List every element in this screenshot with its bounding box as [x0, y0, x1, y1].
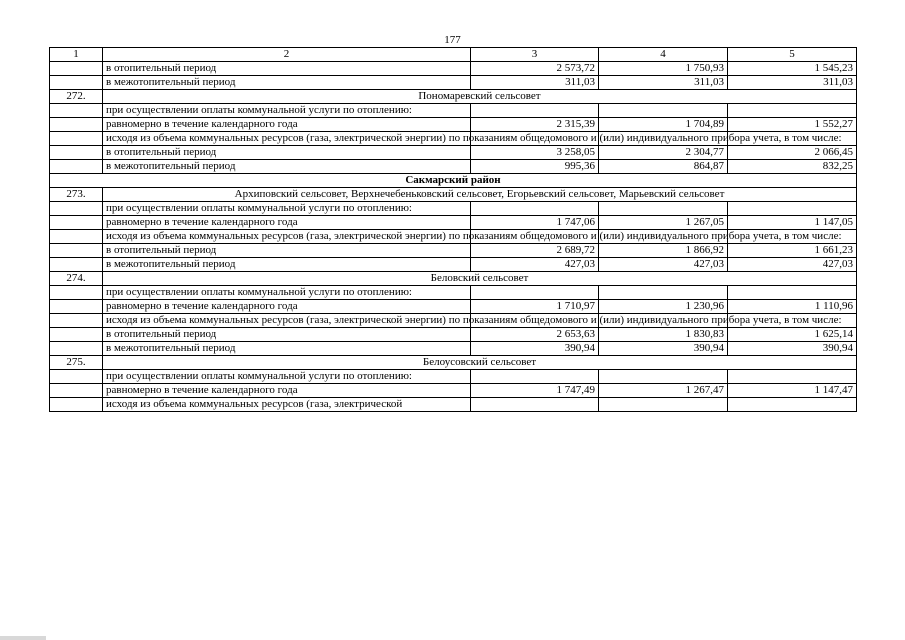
table-row-description: [50, 104, 857, 118]
row-label: исходя из объема коммунальных ресурсов (газа, электрической: [103, 398, 471, 412]
row-number-cell: [50, 328, 103, 342]
page-number: 177: [444, 34, 461, 46]
row-number-cell: [50, 62, 103, 76]
value-col5: [728, 398, 857, 412]
value-col5: 390,94: [728, 342, 857, 356]
table-row-description: [50, 370, 857, 384]
row-number-cell: [50, 286, 103, 300]
row-label: в межотопительный период: [103, 342, 471, 356]
row-label: при осуществлении оплаты коммунальной услуги по отоплению:: [103, 202, 471, 216]
row-number: 275.: [50, 356, 103, 370]
table-row: [50, 76, 857, 90]
row-number-cell: [50, 132, 103, 146]
table-row-description: [50, 132, 857, 146]
row-label: при осуществлении оплаты коммунальной услуги по отоплению:: [103, 370, 471, 384]
value-col3: 1 747,06: [471, 216, 599, 230]
value-col5: 1 110,96: [728, 300, 857, 314]
table-row: [50, 216, 857, 230]
row-number: 274.: [50, 272, 103, 286]
value-col4: 390,94: [599, 342, 728, 356]
row-label: исходя из объема коммунальных ресурсов (газа, электрической энергии) по показаниям общедомового и (или) индивидуального прибора учета, в том числе:: [103, 132, 471, 146]
value-col3: 1 710,97: [471, 300, 599, 314]
value-col4: 1 267,47: [599, 384, 728, 398]
row-label: при осуществлении оплаты коммунальной услуги по отоплению:: [103, 286, 471, 300]
col-header: 4: [599, 48, 728, 62]
value-col4: 2 304,77: [599, 146, 728, 160]
value-col3: 311,03: [471, 76, 599, 90]
region-title: Сакмарский район: [50, 174, 857, 188]
group-row: [50, 356, 857, 370]
value-col5: 1 545,23: [728, 62, 857, 76]
row-label: равномерно в течение календарного года: [103, 384, 471, 398]
row-number-cell: [50, 118, 103, 132]
table-row: [50, 62, 857, 76]
row-label: в отопительный период: [103, 244, 471, 258]
value-col4: 864,87: [599, 160, 728, 174]
value-col5: 311,03: [728, 76, 857, 90]
row-label: равномерно в течение календарного года: [103, 118, 471, 132]
row-number-cell: [50, 398, 103, 412]
value-col5: [728, 202, 857, 216]
value-col4: 1 230,96: [599, 300, 728, 314]
row-number-cell: [50, 104, 103, 118]
col-header: 2: [103, 48, 471, 62]
row-number-cell: [50, 314, 103, 328]
row-label: равномерно в течение календарного года: [103, 216, 471, 230]
value-col3: 390,94: [471, 342, 599, 356]
value-col3: 995,36: [471, 160, 599, 174]
col-header: 5: [728, 48, 857, 62]
row-label: исходя из объема коммунальных ресурсов (газа, электрической энергии) по показаниям общедомового и (или) индивидуального прибора учета, в том числе:: [103, 230, 471, 244]
table-row: [50, 258, 857, 272]
group-row: [50, 188, 857, 202]
table-row-description: [50, 314, 857, 328]
value-col5: 1 625,14: [728, 328, 857, 342]
table-row-description: [50, 398, 857, 412]
row-number-cell: [50, 384, 103, 398]
value-col5: 427,03: [728, 258, 857, 272]
value-col3: 2 689,72: [471, 244, 599, 258]
row-label: в отопительный период: [103, 146, 471, 160]
group-row: [50, 90, 857, 104]
row-number-cell: [50, 342, 103, 356]
row-number-cell: [50, 244, 103, 258]
row-label: равномерно в течение календарного года: [103, 300, 471, 314]
row-label: в межотопительный период: [103, 160, 471, 174]
value-col3: 3 258,05: [471, 146, 599, 160]
value-col3: [471, 202, 599, 216]
value-col3: 1 747,49: [471, 384, 599, 398]
row-number-cell: [50, 370, 103, 384]
value-col5: 1 552,27: [728, 118, 857, 132]
value-col5: [728, 286, 857, 300]
value-col4: 311,03: [599, 76, 728, 90]
value-col5: 832,25: [728, 160, 857, 174]
row-label: в межотопительный период: [103, 76, 471, 90]
table-row: [50, 342, 857, 356]
row-label: в межотопительный период: [103, 258, 471, 272]
table-row: [50, 384, 857, 398]
group-title: Архиповский сельсовет, Верхнечебеньковский сельсовет, Егорьевский сельсовет, Марьевский сельсовет: [103, 188, 857, 202]
table-row: [50, 146, 857, 160]
row-number-cell: [50, 160, 103, 174]
table-row-description: [50, 202, 857, 216]
value-col4: 1 267,05: [599, 216, 728, 230]
row-number: 273.: [50, 188, 103, 202]
value-col5: [728, 370, 857, 384]
row-number-cell: [50, 76, 103, 90]
value-col4: 1 830,83: [599, 328, 728, 342]
value-col5: 2 066,45: [728, 146, 857, 160]
col-header: 3: [471, 48, 599, 62]
row-label: исходя из объема коммунальных ресурсов (газа, электрической энергии) по показаниям общедомового и (или) индивидуального прибора учета, в том числе:: [103, 314, 471, 328]
page-corner-mark: [0, 636, 46, 640]
table-row: [50, 244, 857, 258]
value-col4: [599, 104, 728, 118]
table-row-description: [50, 286, 857, 300]
tariff-table: [49, 47, 857, 412]
region-row: [50, 174, 857, 188]
row-number-cell: [50, 258, 103, 272]
value-col4: [599, 398, 728, 412]
row-number-cell: [50, 146, 103, 160]
group-row: [50, 272, 857, 286]
row-label: при осуществлении оплаты коммунальной услуги по отоплению:: [103, 104, 471, 118]
row-number-cell: [50, 300, 103, 314]
row-number-cell: [50, 216, 103, 230]
value-col4: [599, 286, 728, 300]
value-col5: 1 147,05: [728, 216, 857, 230]
value-col5: 1 661,23: [728, 244, 857, 258]
group-title: Беловский сельсовет: [103, 272, 857, 286]
row-number-cell: [50, 202, 103, 216]
value-col3: [471, 286, 599, 300]
table-row-description: [50, 230, 857, 244]
table-row: [50, 300, 857, 314]
value-col3: 2 573,72: [471, 62, 599, 76]
row-label: в отопительный период: [103, 62, 471, 76]
header-row: [50, 48, 857, 62]
value-col3: 2 315,39: [471, 118, 599, 132]
value-col3: 2 653,63: [471, 328, 599, 342]
value-col4: [599, 202, 728, 216]
value-col4: 427,03: [599, 258, 728, 272]
group-title: Пономаревский сельсовет: [103, 90, 857, 104]
value-col4: 1 750,93: [599, 62, 728, 76]
value-col4: 1 866,92: [599, 244, 728, 258]
value-col4: [599, 370, 728, 384]
value-col3: [471, 370, 599, 384]
table-row: [50, 118, 857, 132]
row-label: в отопительный период: [103, 328, 471, 342]
value-col5: 1 147,47: [728, 384, 857, 398]
group-title: Белоусовский сельсовет: [103, 356, 857, 370]
value-col5: [728, 104, 857, 118]
value-col3: 427,03: [471, 258, 599, 272]
table-row: [50, 160, 857, 174]
value-col4: 1 704,89: [599, 118, 728, 132]
value-col3: [471, 398, 599, 412]
value-col3: [471, 104, 599, 118]
col-header: 1: [50, 48, 103, 62]
row-number: 272.: [50, 90, 103, 104]
table-row: [50, 328, 857, 342]
row-number-cell: [50, 230, 103, 244]
